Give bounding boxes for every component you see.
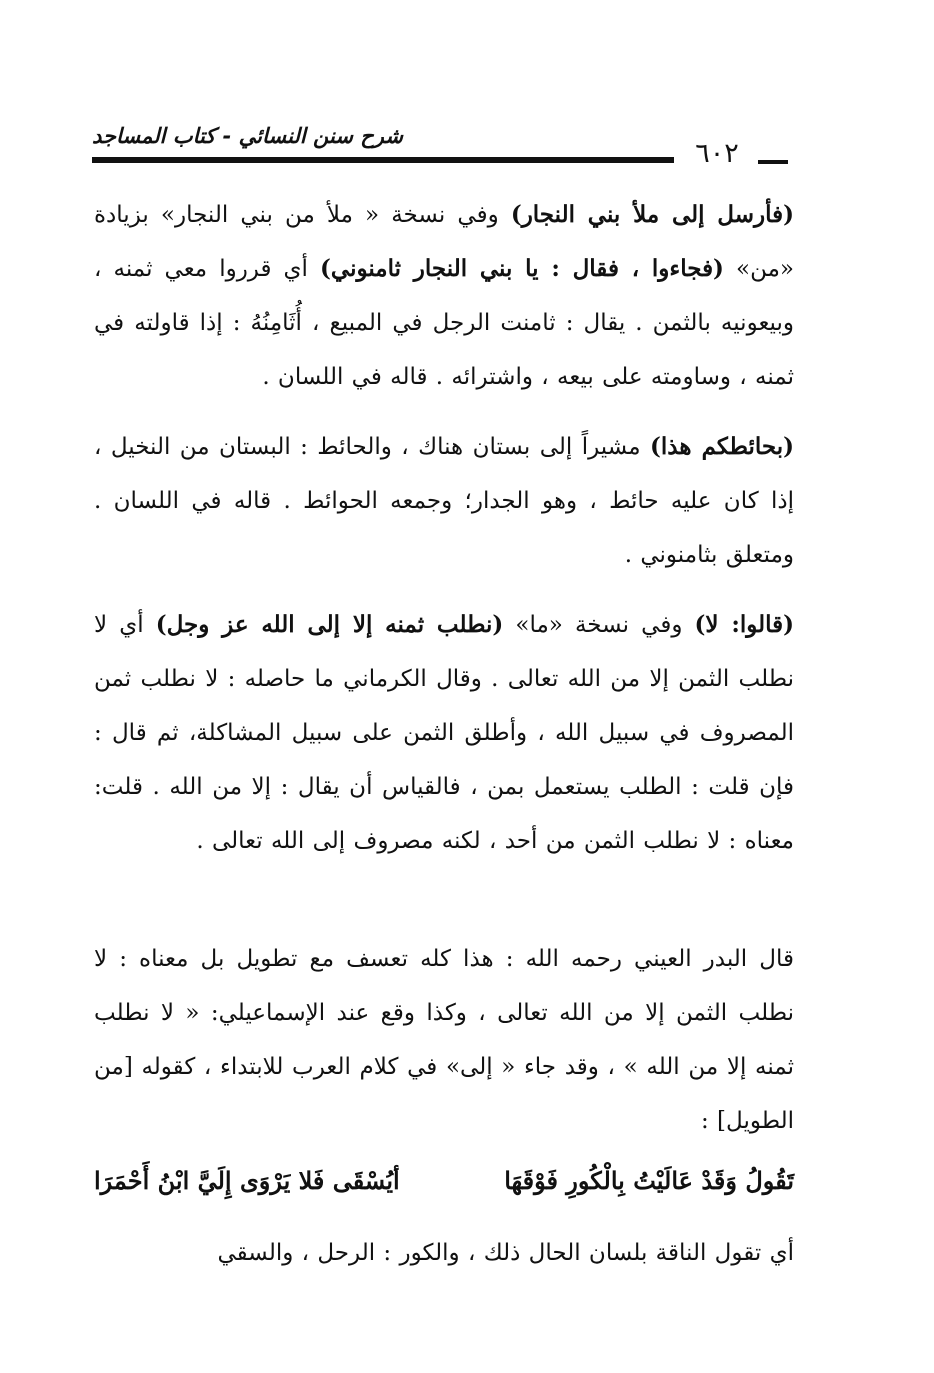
paragraph-1-text	[94, 188, 794, 404]
commentary-text: وفي نسخة « ملأ من بني النجار» بزيادة «من»	[94, 202, 794, 282]
page-number: ٦٠٢	[695, 138, 739, 169]
hadith-quote: (قالوا: لا)	[694, 611, 794, 638]
paragraph-2	[94, 420, 794, 582]
verse-first-hemistich: تَقُولُ وَقَدْ عَالَيْتُ بِالْكُورِ فَوْقَهَا	[504, 1166, 794, 1195]
hadith-quote: (فأرسل إلى ملأ بني النجار)	[510, 201, 794, 228]
paragraph-2-text	[94, 420, 794, 582]
page-header	[92, 120, 792, 180]
paragraph-4-text: قال البدر العيني رحمه الله : هذا كله تعسف مع تطويل بل معناه : لا نطلب الثمن إلا من الله تعالى ، وكذا وقع عند الإسماعيلي: « لا نطلب ثمنه إلا من الله » ، وقد جاء « إلى» في كلام العرب للابتداء ، كقوله [من الطويل] :	[94, 946, 794, 1134]
commentary-text: أي قرروا معي ثمنه ، وبيعونيه بالثمن . يقال : ثامنت الرجل في المبيع ، أُثَامِنُهُ : إذا قاولته في ثمنه ، وساومته على بيعه ، واشترائه . قاله في اللسان .	[94, 256, 794, 390]
commentary-text: أي لا نطلب الثمن إلا من الله تعالى . وقال الكرماني ما حاصله : لا نطلب ثمن المصروف في سبيل الله ، وأطلق الثمن على سبيل المشاكلة، ثم قال : فإن قلت : الطلب يستعمل بمن ، فالقياس أن يقال : إلا من الله . قلت: معناه : لا نطلب الثمن من أحد ، لكنه مصروف إلى الله تعالى .	[94, 612, 794, 854]
paragraph-3	[94, 598, 794, 868]
verse-second-hemistich: أيُسْقَى فَلا يَرْوَى إِلَيَّ ابْنُ أَحْمَرَا	[94, 1166, 400, 1195]
poetry-verse	[94, 1158, 794, 1218]
hadith-quote: (فجاءوا ، فقال : يا بني النجار ثامنوني)	[320, 255, 724, 282]
paragraph-5-text: أي تقول الناقة بلسان الحال ذلك ، والكور : الرحل ، والسقي	[217, 1240, 794, 1266]
hadith-quote: (بحائطكم هذا)	[650, 433, 794, 460]
paragraph-5	[94, 1226, 794, 1280]
paragraph-4	[94, 932, 794, 1148]
paragraph-1	[94, 188, 794, 404]
commentary-text: مشيراً إلى بستان هناك ، والحائط : البستان من النخيل ، إذا كان عليه حائط ، وهو الجدار؛ وجمعه الحوائط . قاله في اللسان . ومتعلق بثامنوني .	[94, 434, 794, 568]
header-rule	[92, 157, 674, 163]
running-title: شرح سنن النسائي - كتاب المساجد	[92, 124, 403, 148]
header-dash	[758, 160, 788, 164]
paragraph-3-text	[94, 598, 794, 868]
hadith-quote: (نطلب ثمنه إلا إلى الله عز وجل)	[155, 611, 504, 638]
commentary-text: وفي نسخة «ما»	[503, 612, 695, 638]
